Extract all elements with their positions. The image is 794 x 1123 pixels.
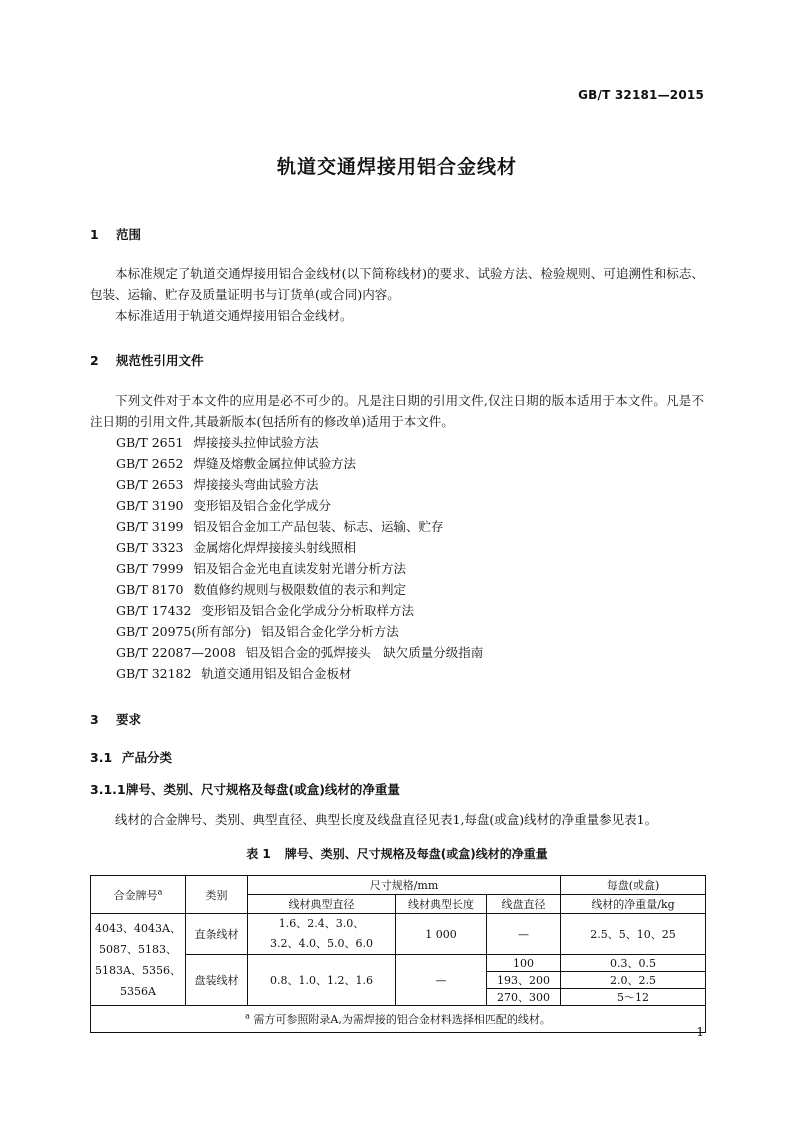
reference-code: GB/T 3199 bbox=[116, 519, 184, 534]
section-title: 规范性引用文件 bbox=[116, 353, 204, 368]
reference-item bbox=[116, 537, 483, 558]
table-1 bbox=[90, 875, 706, 1033]
reference-item bbox=[116, 474, 483, 495]
footnote-marker: a bbox=[157, 886, 163, 896]
reference-code: GB/T 32182 bbox=[116, 666, 192, 681]
reference-title: 变形铝及铝合金化学成分分析取样方法 bbox=[201, 603, 414, 618]
coil-reel-diameter: 270、300 bbox=[487, 989, 561, 1006]
table-caption-text: 牌号、类别、尺寸规格及每盘(或盒)线材的净重量 bbox=[284, 847, 548, 861]
table-header-row bbox=[91, 876, 706, 895]
straight-reel-diameter: — bbox=[487, 914, 561, 955]
reference-title: 铝及铝合金的弧焊接头 缺欠质量分级指南 bbox=[245, 645, 484, 660]
straight-net-weight: 2.5、5、10、25 bbox=[561, 914, 706, 955]
reference-code: GB/T 20975(所有部分) bbox=[116, 624, 252, 639]
coil-length: — bbox=[396, 955, 487, 1006]
standard-number: GB/T 32181—2015 bbox=[578, 88, 704, 102]
section-title: 产品分类 bbox=[122, 750, 173, 765]
coil-net-weight: 0.3、0.5 bbox=[561, 955, 706, 972]
table-row bbox=[91, 914, 706, 955]
header-net-weight-line1: 每盘(或盒) bbox=[561, 876, 706, 895]
reference-title: 铝及铝合金加工产品包装、标志、运输、贮存 bbox=[193, 519, 444, 534]
straight-diameters bbox=[248, 914, 396, 955]
reference-title: 铝及铝合金化学分析方法 bbox=[261, 624, 399, 639]
reference-title: 数值修约规则与极限数值的表示和判定 bbox=[193, 582, 407, 597]
table-footnote-row bbox=[91, 1006, 706, 1033]
section-2-heading bbox=[90, 351, 204, 369]
reference-item bbox=[116, 579, 483, 600]
section-1-paragraph-2: 本标准适用于轨道交通焊接用铝合金线材。 bbox=[115, 308, 353, 323]
section-number: 1 bbox=[90, 227, 99, 242]
section-number: 3 bbox=[90, 712, 99, 727]
reference-code: GB/T 3190 bbox=[116, 498, 184, 513]
page-number: 1 bbox=[696, 1025, 704, 1039]
reference-item bbox=[116, 663, 483, 684]
reference-item bbox=[116, 600, 483, 621]
section-1-heading bbox=[90, 225, 141, 243]
reference-code: GB/T 7999 bbox=[116, 561, 184, 576]
section-number: 2 bbox=[90, 353, 99, 368]
section-3-1-1-paragraph: 线材的合金牌号、类别、典型直径、典型长度及线盘直径见表1,每盘(或盒)线材的净重量参见表1。 bbox=[115, 812, 658, 827]
coil-reel-diameter: 100 bbox=[487, 955, 561, 972]
section-1-paragraph-1: 本标准规定了轨道交通焊接用铝合金线材(以下简称线材)的要求、试验方法、检验规则、可追溯性和标志、包装、运输、贮存及质量证明书与订货单(或合同)内容。 bbox=[90, 266, 704, 302]
diameter-line: 1.6、2.4、3.0、 bbox=[278, 917, 365, 930]
reference-code: GB/T 2651 bbox=[116, 435, 184, 450]
section-number: 3.1.1 bbox=[90, 782, 126, 797]
header-alloy: 合金牌号$^a$ bbox=[91, 876, 186, 914]
coil-net-weight: 5～12 bbox=[561, 989, 706, 1006]
reference-title: 焊缝及熔敷金属拉伸试验方法 bbox=[193, 456, 357, 471]
alloy-grade-line: 4043、4043A、 bbox=[95, 921, 181, 935]
section-2-paragraph-1: 下列文件对于本文件的应用是必不可少的。凡是注日期的引用文件,仅注日期的版本适用于本文件。凡是不注日期的引用文件,其最新版本(包括所有的修改单)适用于本文件。 bbox=[90, 393, 704, 429]
reference-item bbox=[116, 516, 483, 537]
reference-title: 轨道交通用铝及铝合金板材 bbox=[201, 666, 352, 681]
reference-title: 焊接接头弯曲试验方法 bbox=[193, 477, 319, 492]
reference-code: GB/T 2652 bbox=[116, 456, 184, 471]
table-footnote bbox=[91, 1006, 706, 1033]
coil-reel-diameter: 193、200 bbox=[487, 972, 561, 989]
section-number: 3.1 bbox=[90, 750, 113, 765]
header-net-weight-line2: 线材的净重量/kg bbox=[561, 895, 706, 914]
reference-item bbox=[116, 558, 483, 579]
alloy-grade-line: 5356A bbox=[120, 984, 156, 998]
document-title: 轨道交通焊接用铝合金线材 bbox=[276, 156, 517, 178]
category-coil: 盘装线材 bbox=[186, 955, 248, 1006]
coil-net-weight: 2.0、2.5 bbox=[561, 972, 706, 989]
reference-title: 焊接接头拉伸试验方法 bbox=[193, 435, 319, 450]
normative-reference-list bbox=[116, 432, 483, 684]
reference-item bbox=[116, 495, 483, 516]
straight-length: 1 000 bbox=[396, 914, 487, 955]
header-size-group: 尺寸规格/mm bbox=[248, 876, 561, 895]
header-category: 类别 bbox=[186, 876, 248, 914]
reference-title: 金属熔化焊焊接接头射线照相 bbox=[193, 540, 357, 555]
section-title: 牌号、类别、尺寸规格及每盘(或盒)线材的净重量 bbox=[126, 782, 400, 797]
alloy-grade-line: 5087、5183、 bbox=[99, 942, 177, 956]
header-typical-diameter: 线材典型直径 bbox=[248, 895, 396, 914]
section-title: 范围 bbox=[116, 227, 142, 242]
reference-code: GB/T 17432 bbox=[116, 603, 192, 618]
reference-item bbox=[116, 642, 483, 663]
reference-title: 变形铝及铝合金化学成分 bbox=[193, 498, 332, 513]
footnote-text: 需方可参照附录A,为需焊接的铝合金材料选择相匹配的线材。 bbox=[253, 1013, 551, 1026]
table-number: 表 1 bbox=[246, 847, 271, 861]
reference-code: GB/T 8170 bbox=[116, 582, 184, 597]
section-3-heading bbox=[90, 710, 141, 728]
section-3-1-1-heading bbox=[90, 780, 400, 798]
reference-item bbox=[116, 453, 483, 474]
category-straight: 直条线材 bbox=[186, 914, 248, 955]
alloy-grades-cell bbox=[91, 914, 186, 1006]
header-reel-diameter: 线盘直径 bbox=[487, 895, 561, 914]
footnote-marker: a bbox=[245, 1011, 250, 1021]
header-typical-length: 线材典型长度 bbox=[396, 895, 487, 914]
alloy-grade-line: 5183A、5356、 bbox=[95, 963, 181, 977]
reference-title: 铝及铝合金光电直读发射光谱分析方法 bbox=[193, 561, 407, 576]
reference-code: GB/T 2653 bbox=[116, 477, 184, 492]
reference-item bbox=[116, 621, 483, 642]
section-title: 要求 bbox=[116, 712, 142, 727]
table-1-caption bbox=[0, 845, 794, 862]
section-3-1-heading bbox=[90, 748, 172, 766]
reference-code: GB/T 3323 bbox=[116, 540, 184, 555]
reference-code: GB/T 22087—2008 bbox=[116, 645, 236, 660]
reference-item bbox=[116, 432, 483, 453]
coil-diameters: 0.8、1.0、1.2、1.6 bbox=[248, 955, 396, 1006]
diameter-line: 3.2、4.0、5.0、6.0 bbox=[270, 937, 373, 950]
